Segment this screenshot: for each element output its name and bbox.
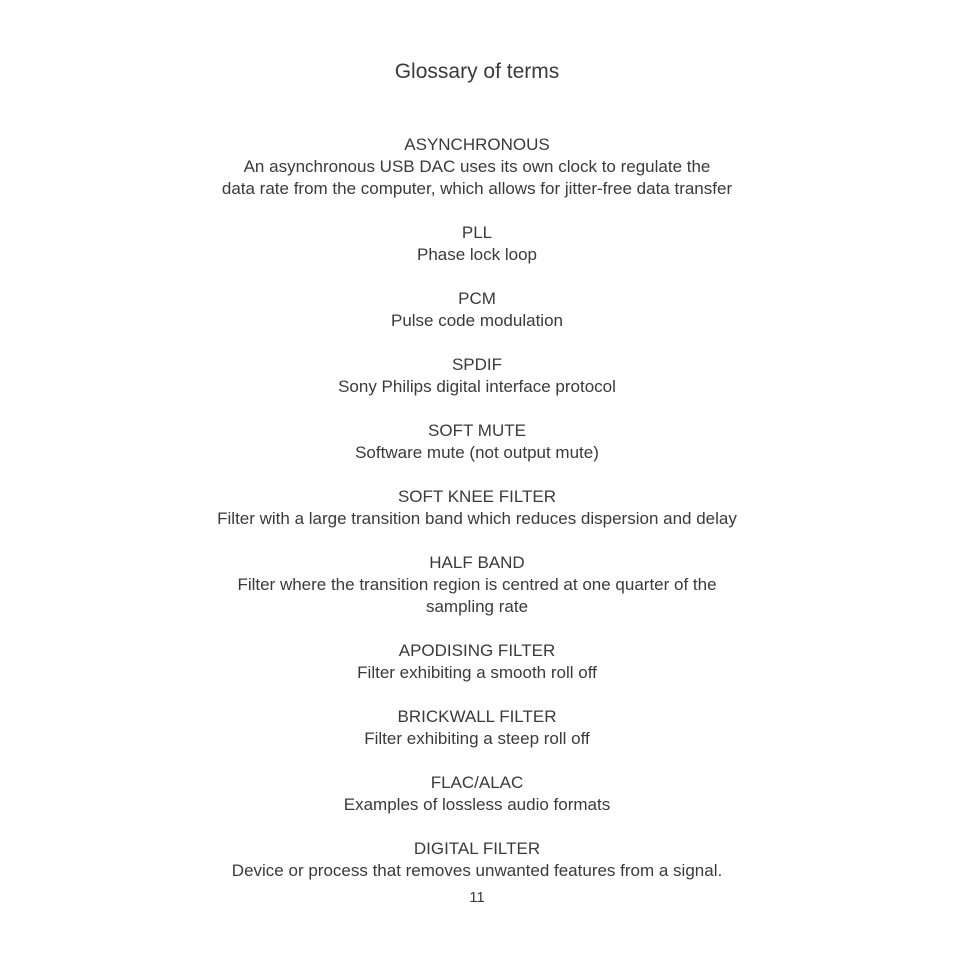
page-number: 11: [469, 889, 485, 906]
glossary-definition-line: Software mute (not output mute): [355, 443, 599, 462]
glossary-list: [0, 134, 954, 904]
glossary-entry-pll: [197, 222, 757, 266]
glossary-entry-flac-alac: [197, 772, 757, 816]
glossary-definition-line: sampling rate: [425, 597, 529, 616]
glossary-definition-line: Phase lock loop: [416, 245, 538, 264]
glossary-entry-brickwall-filter: [197, 706, 757, 750]
glossary-definition-line: Filter exhibiting a steep roll off: [364, 729, 590, 748]
glossary-definition-line: An asynchronous USB DAC uses its own clock to regulate the: [243, 157, 711, 176]
glossary-term: ASYNCHRONOUS: [404, 135, 550, 154]
glossary-entry-pcm: [197, 288, 757, 332]
glossary-term: FLAC/ALAC: [430, 773, 524, 792]
glossary-entry-soft-knee-filter: [197, 486, 757, 530]
glossary-term: PCM: [458, 289, 496, 308]
glossary-entry-soft-mute: [197, 420, 757, 464]
glossary-definition-line: Sony Philips digital interface protocol: [338, 377, 616, 396]
glossary-term: DIGITAL FILTER: [413, 839, 541, 858]
glossary-entry-asynchronous: [197, 134, 757, 200]
glossary-term: BRICKWALL FILTER: [397, 707, 557, 726]
glossary-definition-line: data rate from the computer, which allows for jitter-free data transfer: [221, 179, 733, 198]
glossary-entry-apodising-filter: [197, 640, 757, 684]
glossary-definition-line: Filter with a large transition band which reduces dispersion and delay: [217, 509, 737, 528]
glossary-entry-half-band: [197, 552, 757, 618]
glossary-definition-line: Examples of lossless audio formats: [343, 795, 611, 814]
glossary-definition-line: Filter exhibiting a smooth roll off: [357, 663, 597, 682]
glossary-definition-line: Filter where the transition region is centred at one quarter of the: [237, 575, 717, 594]
glossary-term: SOFT KNEE FILTER: [397, 487, 557, 506]
glossary-term: HALF BAND: [429, 553, 525, 572]
glossary-definition-line: Device or process that removes unwanted features from a signal.: [231, 861, 723, 880]
glossary-entry-spdif: [197, 354, 757, 398]
glossary-term: APODISING FILTER: [398, 641, 556, 660]
glossary-term: SOFT MUTE: [428, 421, 526, 440]
glossary-term: PLL: [461, 223, 493, 242]
page-title: Glossary of terms: [394, 60, 560, 83]
glossary-definition-line: Pulse code modulation: [390, 311, 563, 330]
glossary-entry-digital-filter: [197, 838, 757, 882]
glossary-term: SPDIF: [451, 355, 503, 374]
